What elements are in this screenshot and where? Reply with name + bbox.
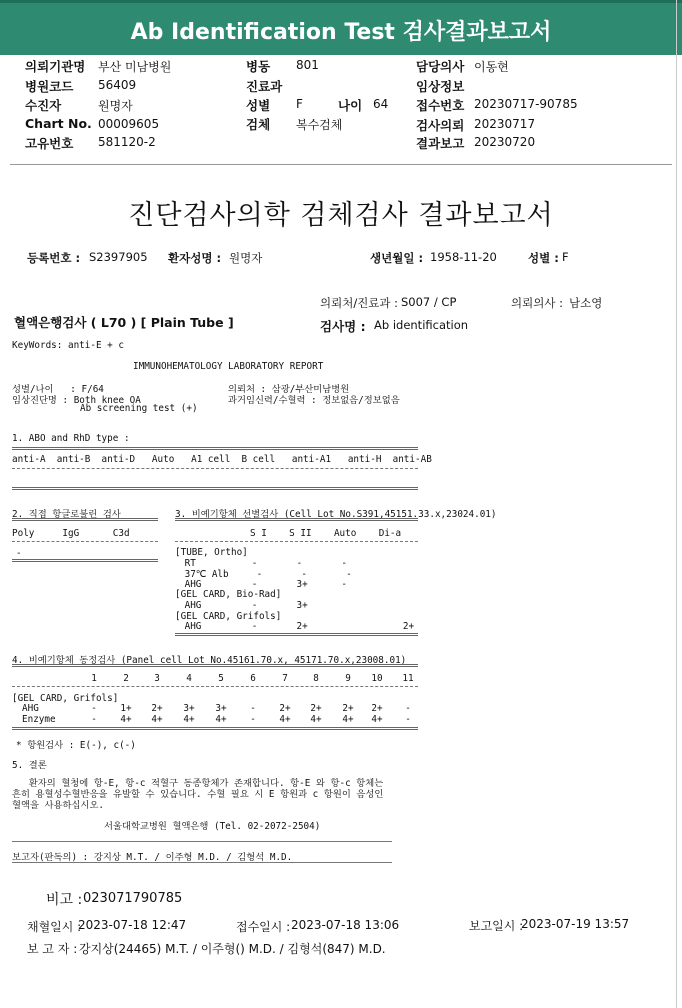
screen-title: 3. 비예기항체 선별검사 (Cell Lot No.S391,45151.33.x,23024.01): [175, 509, 497, 520]
doctor-label: 의뢰의사 :: [511, 296, 563, 310]
field-value: 이동현: [474, 60, 509, 74]
conclusion-line: 환자의 혈청에 항-E, 항-c 적혈구 동종항체가 존재합니다. 항-E 와 항-c 항체는: [12, 778, 384, 789]
field-label: 검체: [246, 117, 271, 132]
panel-title: 4. 비예기항체 동정검사 (Panel cell Lot No.45161.70.x, 45171.70.x,23008.01): [12, 655, 407, 666]
panel-col: 6: [250, 673, 256, 684]
panel-cell: 3+: [183, 703, 195, 714]
panel-cell: 2+: [371, 703, 383, 714]
panel-cell: 4+: [279, 714, 291, 725]
reg-value: S2397905: [89, 250, 148, 264]
panel-cell: -: [405, 714, 411, 725]
screen-row: [TUBE, Ortho]: [175, 547, 248, 558]
divider: [12, 447, 418, 450]
doctor-value: 남소영: [569, 296, 603, 310]
receive-label: 접수일시 :: [236, 920, 291, 934]
panel-cell: 2+: [279, 703, 291, 714]
field-label: 진료과: [246, 79, 283, 94]
divider: [12, 727, 418, 730]
title-banner: [0, 0, 682, 55]
dat-title: 2. 직접 항글로불린 검사: [12, 509, 121, 520]
lab-history: 과거임신력/수혈력 : 정보없음/정보없음: [228, 395, 400, 406]
screen-headers: S I S II Auto Di-a: [250, 528, 402, 539]
field-value: 부산 미남병원: [98, 60, 172, 74]
field-label: 접수번호: [416, 98, 465, 113]
panel-cell: -: [250, 714, 256, 725]
collect-value: 2023-07-18 12:47: [78, 918, 187, 932]
lab-requester: 의뢰처 : 삼광/부산미남병원: [228, 384, 350, 395]
panel-col: 3: [154, 673, 160, 684]
divider: [12, 664, 418, 667]
banner-title: Ab Identification Test 검사결과보고서: [130, 20, 552, 45]
field-label: 검사의뢰: [416, 118, 465, 133]
dat-value: -: [16, 548, 22, 559]
panel-cell: -: [250, 703, 256, 714]
panel-col: 7: [282, 673, 288, 684]
panel-cell: 4+: [120, 714, 132, 725]
panel-col: 11: [402, 673, 414, 684]
divider: [175, 541, 418, 542]
screen-row: AHG - 3+ -: [179, 579, 347, 590]
lab-sex-age: 성별/나이 : F/64: [12, 384, 104, 395]
panel-cell: -: [91, 714, 97, 725]
field-value: 20230717: [474, 117, 536, 131]
conclusion-title: 5. 결론: [12, 760, 47, 771]
test-group: 혈액은행검사 ( L70 ) [ Plain Tube ]: [14, 315, 234, 330]
panel-cell: 2+: [310, 703, 322, 714]
divider: [12, 468, 418, 469]
panel-col: 10: [371, 673, 383, 684]
panel-col: 1: [91, 673, 97, 684]
field-value: 20230720: [474, 135, 536, 149]
lab-title: IMMUNOHEMATOLOGY LABORATORY REPORT: [133, 361, 324, 372]
field-label: 결과보고: [416, 136, 465, 151]
remark-value: 023071790785: [83, 891, 183, 906]
panel-col: 5: [218, 673, 224, 684]
panel-cell: -: [91, 703, 97, 714]
divider: [12, 541, 158, 542]
keywords: KeyWords: anti-E + c: [12, 340, 124, 351]
panel-cell: 4+: [371, 714, 383, 725]
dept-value: S007 / CP: [401, 295, 457, 309]
conclusion-line: 혈액을 사용하십시오.: [12, 800, 105, 811]
field-label: 나이: [338, 98, 363, 113]
dept-label: 의뢰처/진료과 :: [320, 296, 399, 310]
reporter-label: 보 고 자 :: [27, 942, 78, 956]
field-label: 담당의사: [416, 59, 465, 74]
panel-col: 4: [186, 673, 192, 684]
remark-label: 비고 :: [46, 892, 83, 908]
screen-row: [GEL CARD, Grifols]: [175, 611, 282, 622]
patient-value: 원명자: [229, 251, 263, 265]
field-label: 임상정보: [416, 79, 465, 94]
field-value: 20230717-90785: [474, 97, 578, 111]
panel-col: 9: [345, 673, 351, 684]
field-value: F: [296, 97, 303, 111]
divider: [12, 559, 158, 562]
lab-screening: Ab screening test (+): [80, 403, 198, 414]
divider: [12, 862, 392, 863]
conclusion-line: 흔히 용혈성수혈반응을 유발할 수 있습니다. 수혈 필요 시 E 항원과 c 항원이 음성인: [12, 789, 384, 800]
patient-label: 환자성명 :: [168, 251, 222, 265]
field-label: 수진자: [25, 98, 62, 113]
panel-cell: 4+: [183, 714, 195, 725]
field-value: 801: [296, 58, 319, 72]
panel-cell: 4+: [342, 714, 354, 725]
field-label: Chart No.: [25, 116, 92, 131]
field-value: 64: [373, 97, 389, 111]
dat-headers: Poly IgG C3d: [12, 528, 130, 539]
test-name-label: 검사명 :: [320, 319, 366, 334]
field-label: 의뢰기관명: [25, 59, 86, 74]
field-value: 복수검체: [296, 118, 343, 132]
panel-cell: 1+: [120, 703, 132, 714]
divider: [175, 633, 418, 636]
panel-cell: 3+: [215, 703, 227, 714]
panel-col: 2: [123, 673, 129, 684]
bloodbank-contact: 서울대학교병원 혈액은행 (Tel. 02-2072-2504): [104, 821, 321, 832]
divider: [12, 841, 392, 842]
field-label: 고유번호: [25, 136, 74, 151]
panel-cell: 2+: [342, 703, 354, 714]
screen-row: [GEL CARD, Bio-Rad]: [175, 589, 282, 600]
collect-label: 채혈일시 :: [27, 920, 82, 934]
reg-label: 등록번호 :: [27, 251, 81, 265]
panel-cell: -: [405, 703, 411, 714]
receive-value: 2023-07-18 13:06: [291, 918, 400, 932]
panel-row-name: AHG: [22, 703, 39, 714]
divider: [12, 518, 158, 521]
reporter-value: 강지상(24465) M.T. / 이주형() M.D. / 김형석(847) M.D.: [79, 942, 386, 956]
panel-cell: 2+: [151, 703, 163, 714]
field-label: 병동: [246, 59, 271, 74]
test-name-value: Ab identification: [374, 318, 469, 332]
abo-headers: anti-A anti-B anti-D Auto A1 cell B cell anti-A1 anti-H anti-AB: [12, 454, 432, 465]
report-value: 2023-07-19 13:57: [521, 917, 630, 931]
lab-diagnosis: 임상진단명 : Both knee OA: [12, 395, 141, 406]
panel-group: [GEL CARD, Grifols]: [12, 693, 119, 704]
divider: [12, 686, 418, 687]
screen-row: RT - - -: [179, 558, 347, 569]
report-title: 진단검사의학 검체검사 결과보고서: [128, 200, 554, 231]
field-label: 성별: [246, 98, 271, 113]
screen-row: AHG - 3+: [179, 600, 308, 611]
panel-cell: 4+: [215, 714, 227, 725]
divider: [12, 487, 418, 490]
sex-value: F: [562, 250, 569, 264]
screen-row: AHG - 2+ 2+: [179, 621, 415, 632]
header-divider: [10, 164, 672, 165]
panel-row-name: Enzyme: [22, 714, 56, 725]
field-value: 581120-2: [98, 135, 156, 149]
birth-value: 1958-11-20: [430, 250, 497, 264]
field-label: 병원코드: [25, 79, 74, 94]
antigen-test: * 항원검사 : E(-), c(-): [16, 740, 136, 751]
panel-cell: 4+: [310, 714, 322, 725]
screen-row: 37℃ Alb - - -: [179, 569, 352, 580]
divider: [175, 518, 418, 521]
field-value: 00009605: [98, 117, 160, 131]
abo-title: 1. ABO and RhD type :: [12, 433, 130, 444]
report-label: 보고일시 :: [469, 919, 524, 933]
sex-label: 성별 :: [528, 251, 559, 265]
panel-cell: 4+: [151, 714, 163, 725]
page-edge: [676, 0, 677, 1008]
field-value: 원명자: [98, 99, 133, 113]
panel-col: 8: [313, 673, 319, 684]
birth-label: 생년월일 :: [370, 251, 424, 265]
field-value: 56409: [98, 78, 137, 92]
lab-reporter: 보고자(판독의) : 강지상 M.T. / 이주형 M.D. / 김형석 M.D.: [12, 852, 293, 863]
